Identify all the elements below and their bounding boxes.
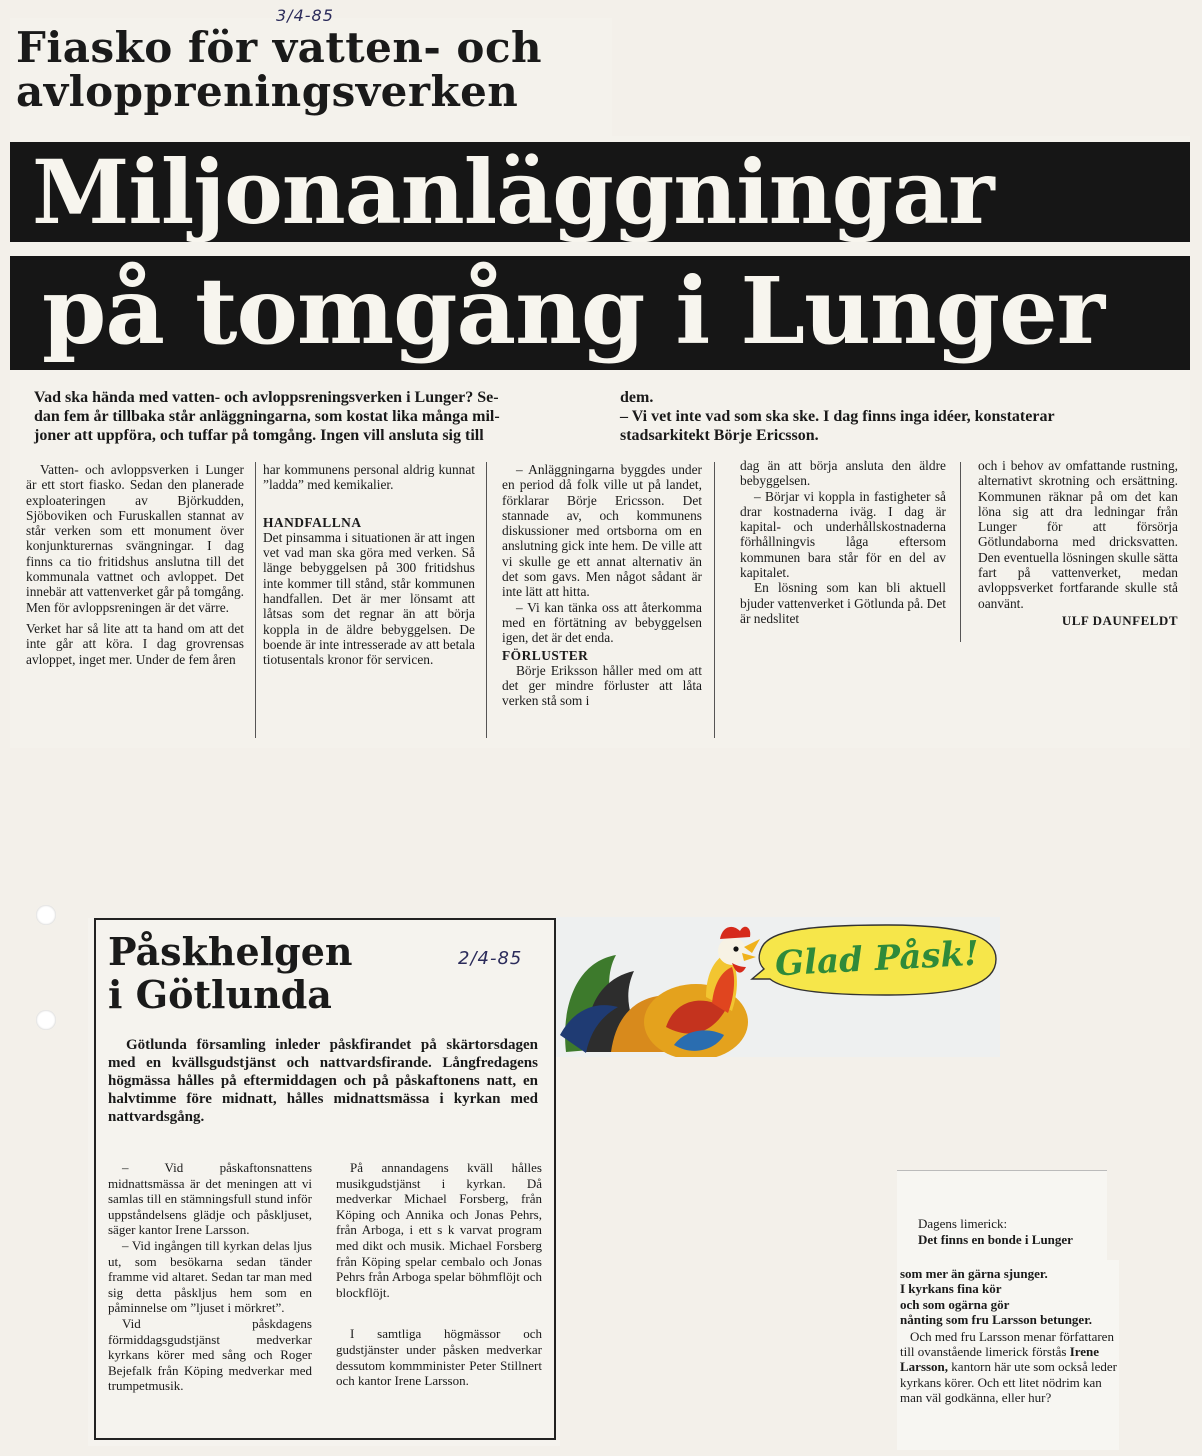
ingress-right [620,388,1190,445]
limerick-body [900,1266,1118,1406]
article2-ingress: Götlunda församling inleder påskfirandet på skärtorsdagen med en kvällsgudstjänst och nattvardsfirande. Långfredagens högmässa hålles på eftermiddagen och på påskaftonens natt, en halvtimme före midnatt, hålles midnattsmässa i kyrkan med nattvardsgång. [108,1037,538,1125]
greeting-text: Glad Påsk! [774,933,980,985]
paragraph: En lösning som kan bli aktuell bjuder vattenverket i Götlunda på. Det är nedslitet [740,580,946,626]
comment-text: Och med fru Larsson menar författaren till ovanstående limerick förstås [900,1328,1114,1360]
ingress-line: joner att uppföra, och tuffar på tomgång. Ingen vill ansluta sig till [34,427,484,444]
kicker [16,23,616,116]
ingress-left [34,388,609,445]
limerick-line: nånting som fru Larsson betunger. [900,1312,1093,1328]
comment-text: kantorn här ute som också leder kyrkans körer. Och ett litet nödrim kan man väl godkänna, eller hur? [900,1359,1117,1406]
date-note: 2/4-85 [458,948,523,969]
paragraph: – Vid påskaftonsnattens midnattsmässa är det meningen att vi samlas till en stämningsfull stund inför uppståndelsens glädje och påskljuset, säger kantor Irene Larsson. [108,1160,312,1238]
ingress-line: – Vi vet inte vad som ska ske. I dag finns inga idéer, konstaterar [620,408,1055,425]
headline-bar [10,142,1190,242]
punch-hole [36,905,56,925]
body-column-3 [502,462,702,709]
body-column-1 [26,462,244,667]
date-note: 3/4-85 [276,6,334,25]
headline-line: på tomgång i Lunger [42,257,1105,365]
paragraph: – Börjar vi koppla in fastigheter så drar kostnaderna iväg. I dag är kapital- och underhållskostnaderna förhållningvis låga eftersom kommunen bara står för en del av kapitalet. [740,488,946,581]
subheading: FÖRLUSTER [502,647,589,663]
paragraph: Vatten- och avloppsverken i Lunger är ett stort fiasko. Sedan den planerade exploateringen av Björkudden, Sjöboviken och Furuskallen stannat av står verken som ett monument över konjunkturernas svängningar. I dag finns ca tio fritidshus anslutna till det kommunala vattnet och avloppet. Det innebär att vattenverket går på tomgång. Men för avloppsreningen är det värre. [26,462,244,615]
paragraph: På annandagens kväll hålles musikgudstjänst i kyrkan. Då medverkar Michael Forsberg, från Köping och Annika och Jonas Pehrs, från Arboga, i ett s k varvat program med dikt och musik. Michael Forsberg från Köping spelar cembalo och Jonas Pehrs från Arboga spelar böhmflöjt och blockflöjt. [336,1160,542,1300]
title-line: Påskhelgen [108,929,353,974]
limerick-line: I kyrkans fina kör [900,1281,1002,1297]
kicker-line: avloppreningsverken [16,67,519,116]
easter-illustration [556,917,1000,1057]
ingress-line: dem. [620,389,654,406]
limerick-label: Dagens limerick: [918,1216,1008,1231]
column-rule [486,462,487,738]
article2-title [108,930,448,1016]
paragraph: – Vi kan tänka oss att återkomma med en förtätning av bebyggelsen igen, det är det enda. [502,599,702,646]
clipping-cutout [612,18,1200,136]
paragraph: Vid påskdagens förmiddagsgudstjänst medverkar kyrkans körer med sång och Roger Bejefalk från Köping medverkar med trumpetmusik. [108,1315,312,1394]
column-rule [255,462,256,738]
headline-line: Miljonanläggningar [32,142,994,242]
limerick-comment [900,1329,1118,1406]
paragraph: Det pinsamma i situationen är att ingen vet vad man ska göra med verken. Så länge bebyggelsen på 300 fritidshus inte kommer till stånd, står kommunen handfallen. Det är mer lönsamt att låtsas som det regnar än att börja koppla in de äldre bebyggelsen. De boende är inte intresserade av att betala tiotusentals kronor för servicen. [263,529,475,668]
paragraph: och i behov av omfattande rustning, alternativt skrotning och ersättning. Kommunen räknar på om det kan löna sig att dra ledningar från Lunger för att försörja Götlundaborna med dricksvatten. Den eventuella lösningen skulle sätta fart på vattenverket, medan avloppsverket fortfarande skulle stå oanvänt. [978,458,1178,611]
limerick-line: som mer än gärna sjunger. [900,1266,1048,1281]
paragraph: – Vid ingången till kyrkan delas ljus ut, som besökarna sedan tänder framme vid altaret. Sedan tar man med sig detta påskljus hem som en påminnelse om ”ljuset i mörkret”. [108,1237,312,1316]
paragraph: Verket har så lite att ta hand om att det inte går att köra. I dag grovrensas avloppet, inget mer. Under de fem åren [26,620,244,667]
paragraph: Börje Eriksson håller med om att det ger mindre förluster att låta verken stå som i [502,662,702,709]
paragraph: – Anläggningarna byggdes under en period då folk ville ut på landet, förklarar Börje Ericsson. Det stannade av, och kommunens diskussioner med ortsborna om en anslutning gick inte hem. De ville att vi skulle ge ett annat alternativ än det som gavs. Men något sådant är inte lätt att hitta. [502,462,702,600]
subheading: HANDFALLNA [263,514,362,530]
ingress-line: Vad ska hända med vatten- och avloppsreningsverken i Lunger? Se- [34,389,499,406]
article2-column-1 [108,1160,312,1394]
paragraph: I samtliga högmässor och gudstjänster under påsken medverkar dessutom kommminister Peter Stillnert och kantor Irene Larsson. [336,1326,542,1389]
column-rule [960,462,961,642]
column-rule [714,462,715,738]
ingress-line: stadsarkitekt Börje Ericsson. [620,427,819,444]
article2-column-2 [336,1160,542,1389]
headline-bar [10,256,1190,370]
paragraph: dag än att börja ansluta den äldre bebyggelsen. [740,458,946,489]
punch-hole [36,1010,56,1030]
body-column-5 [978,458,1178,628]
limerick-line: och som ogärna gör [900,1296,1010,1312]
kicker-line: Fiasko för vatten- och [16,23,543,72]
paragraph: har kommunens personal aldrig kunnat ”ladda” med kemikalier. [263,462,475,493]
byline: ULF DAUNFELDT [1061,612,1178,628]
limerick-line: Det finns en bonde i Lunger [918,1232,1073,1247]
title-line: i Götlunda [108,972,332,1017]
body-column-2 [263,462,475,668]
body-column-4 [740,458,946,626]
ingress-line: dan fem år tillbaka står anläggningarna, som kostat lika många mil- [34,408,500,425]
comment-name: Irene Larsson, [900,1344,1100,1375]
